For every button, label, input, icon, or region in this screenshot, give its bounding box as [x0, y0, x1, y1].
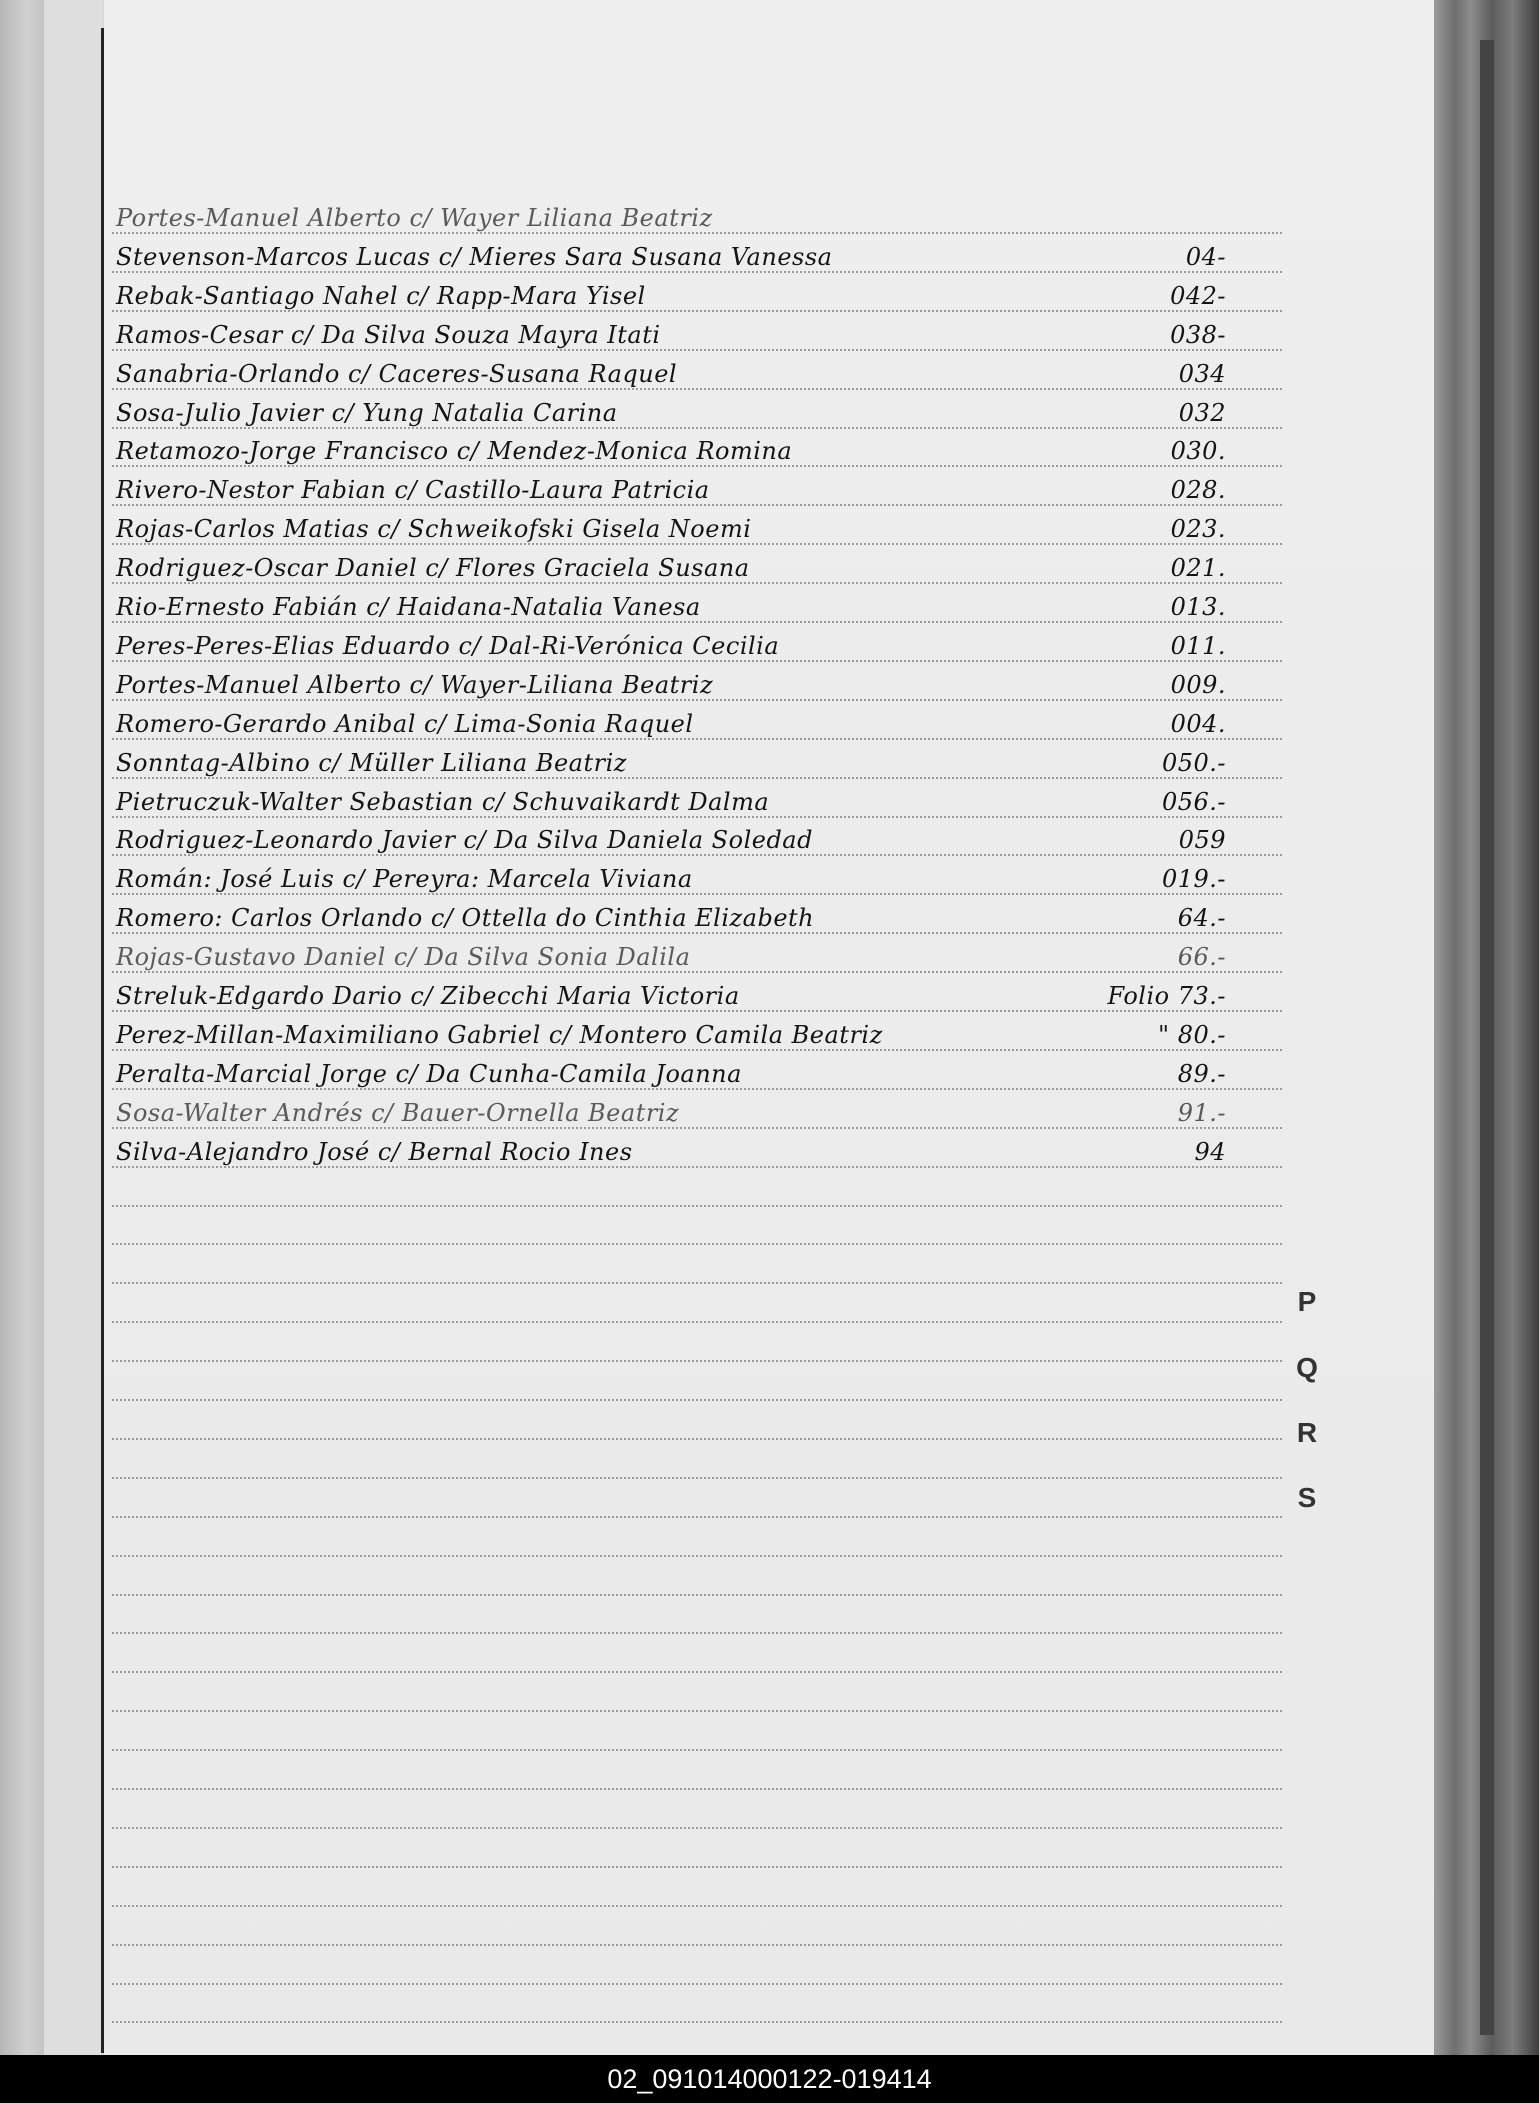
ledger-entry	[116, 784, 1296, 818]
entry-names: Pietruczuk-Walter Sebastian c/ Schuvaikardt Dalma	[116, 788, 770, 816]
entry-folio: 056.-	[1161, 788, 1226, 816]
entry-folio: 64.-	[1177, 904, 1226, 932]
ledger-entry	[116, 472, 1296, 506]
entry-folio: 011.	[1170, 632, 1226, 660]
ledger-entry	[116, 589, 1296, 623]
entry-folio: 94	[1194, 1138, 1226, 1166]
entry-folio: 032	[1178, 399, 1226, 427]
entry-names: Romero: Carlos Orlando c/ Ottella do Cinthia Elizabeth	[116, 904, 815, 932]
entry-folio: 042-	[1170, 282, 1226, 310]
entry-names: Rojas-Gustavo Daniel c/ Da Silva Sonia Dalila	[116, 943, 691, 971]
ledger-entry	[116, 511, 1296, 545]
ruled-line	[112, 2021, 1282, 2023]
ruled-line	[112, 1671, 1282, 1673]
ledger-entry	[116, 317, 1296, 351]
entry-names: Peralta-Marcial Jorge c/ Da Cunha-Camila Joanna	[116, 1060, 742, 1088]
ledger-entry	[116, 628, 1296, 662]
entry-names: Perez-Millan-Maximiliano Gabriel c/ Montero Camila Beatriz	[116, 1021, 883, 1049]
entry-folio: 66.-	[1177, 943, 1226, 971]
entry-names: Sosa-Walter Andrés c/ Bauer-Ornella Beatriz	[116, 1099, 680, 1127]
ledger-entry	[116, 395, 1296, 429]
entry-folio: 038-	[1170, 321, 1226, 349]
entry-folio: 013.	[1170, 593, 1226, 621]
entry-folio: " 80.-	[1158, 1021, 1226, 1049]
entry-folio: 030.	[1170, 437, 1226, 465]
entry-names: Retamozo-Jorge Francisco c/ Mendez-Monica Romina	[116, 437, 793, 465]
entry-folio: 009.	[1170, 671, 1226, 699]
ledger-entry	[116, 900, 1296, 934]
ruled-line	[112, 1944, 1282, 1946]
entry-names: Ramos-Cesar c/ Da Silva Souza Mayra Itati	[116, 321, 661, 349]
ledger-entry	[116, 939, 1296, 973]
entry-names: Rivero-Nestor Fabian c/ Castillo-Laura Patricia	[116, 476, 710, 504]
book-cover-edge	[1434, 0, 1539, 2055]
entry-names: Portes-Manuel Alberto c/ Wayer-Liliana Beatriz	[116, 671, 714, 699]
entry-names: Rio-Ernesto Fabián c/ Haidana-Natalia Vanesa	[116, 593, 701, 621]
ruled-line	[112, 1983, 1282, 1985]
ruled-line	[112, 1632, 1282, 1634]
entry-names: Rojas-Carlos Matias c/ Schweikofski Gisela Noemi	[116, 515, 752, 543]
entry-folio: 023.	[1170, 515, 1226, 543]
entry-names: Silva-Alejandro José c/ Bernal Rocio Ines	[116, 1138, 633, 1166]
entry-folio: 91.-	[1177, 1099, 1226, 1127]
footer-code: 02_091014000122-019414	[0, 2055, 1539, 2103]
entry-folio: 028.	[1170, 476, 1226, 504]
left-page-edge	[44, 0, 102, 2055]
ruled-line	[112, 1710, 1282, 1712]
left-margin	[0, 0, 44, 2055]
ledger-entry	[116, 861, 1296, 895]
ruled-line	[112, 1827, 1282, 1829]
index-letter: R	[1296, 1417, 1318, 1448]
entry-names: Stevenson-Marcos Lucas c/ Mieres Sara Susana Vanessa	[116, 243, 833, 271]
entry-folio: 059	[1178, 826, 1226, 854]
entry-folio: 04-	[1185, 243, 1226, 271]
ruled-line	[112, 1399, 1282, 1401]
ledger-entry	[116, 356, 1296, 390]
entry-names: Sosa-Julio Javier c/ Yung Natalia Carina	[116, 399, 618, 427]
ruled-line	[112, 1205, 1282, 1207]
entry-names: Peres-Peres-Elias Eduardo c/ Dal-Ri-Verónica Cecilia	[116, 632, 780, 660]
ruled-line	[112, 1866, 1282, 1868]
entry-folio: 034	[1178, 360, 1226, 388]
index-letter: P	[1297, 1286, 1317, 1317]
ruled-line	[112, 1749, 1282, 1751]
ledger-entry	[116, 667, 1296, 701]
entry-folio: 89.-	[1177, 1060, 1226, 1088]
entry-folio: 050.-	[1161, 749, 1226, 777]
entry-names: Romero-Gerardo Anibal c/ Lima-Sonia Raquel	[116, 710, 694, 738]
ruled-line	[112, 1516, 1282, 1518]
ruled-line	[112, 1905, 1282, 1907]
ledger-entry	[116, 1017, 1296, 1051]
entry-folio: 019.-	[1161, 865, 1226, 893]
ledger-entry	[116, 239, 1296, 273]
ledger-entry	[116, 822, 1296, 856]
ledger-entry	[116, 706, 1296, 740]
ruled-line	[112, 1243, 1282, 1245]
entry-names: Rodriguez-Oscar Daniel c/ Flores Graciela Susana	[116, 554, 750, 582]
ledger-entry	[116, 745, 1296, 779]
ledger-entry	[116, 278, 1296, 312]
entry-names: Streluk-Edgardo Dario c/ Zibecchi Maria Victoria	[116, 982, 740, 1010]
entry-folio: 004.	[1170, 710, 1226, 738]
entry-names: Román: José Luis c/ Pereyra: Marcela Viviana	[116, 865, 693, 893]
entry-folio: 021.	[1170, 554, 1226, 582]
ruled-line	[112, 1360, 1282, 1362]
ruled-line	[112, 1477, 1282, 1479]
entry-names: Portes-Manuel Alberto c/ Wayer Liliana Beatriz	[116, 204, 713, 232]
ledger-entry	[116, 1134, 1296, 1168]
entry-folio: Folio 73.-	[1107, 982, 1226, 1010]
entry-names: Rebak-Santiago Nahel c/ Rapp-Mara Yisel	[116, 282, 646, 310]
ledger-entry	[116, 1095, 1296, 1129]
entry-names: Sanabria-Orlando c/ Caceres-Susana Raquel	[116, 360, 678, 388]
ledger-entry	[116, 978, 1296, 1012]
entry-names: Rodriguez-Leonardo Javier c/ Da Silva Daniela Soledad	[116, 826, 813, 854]
ruled-line	[112, 1788, 1282, 1790]
index-letter: S	[1297, 1482, 1317, 1513]
index-letter: Q	[1296, 1352, 1318, 1383]
entry-names: Sonntag-Albino c/ Müller Liliana Beatriz	[116, 749, 627, 777]
ledger-entry	[116, 200, 1296, 234]
ruled-line	[112, 1321, 1282, 1323]
ledger-entry	[116, 550, 1296, 584]
ruled-line	[112, 1594, 1282, 1596]
ruled-line	[112, 1555, 1282, 1557]
ruled-line	[112, 1282, 1282, 1284]
ledger-entry	[116, 433, 1296, 467]
ruled-line	[112, 1438, 1282, 1440]
ledger-entry	[116, 1056, 1296, 1090]
